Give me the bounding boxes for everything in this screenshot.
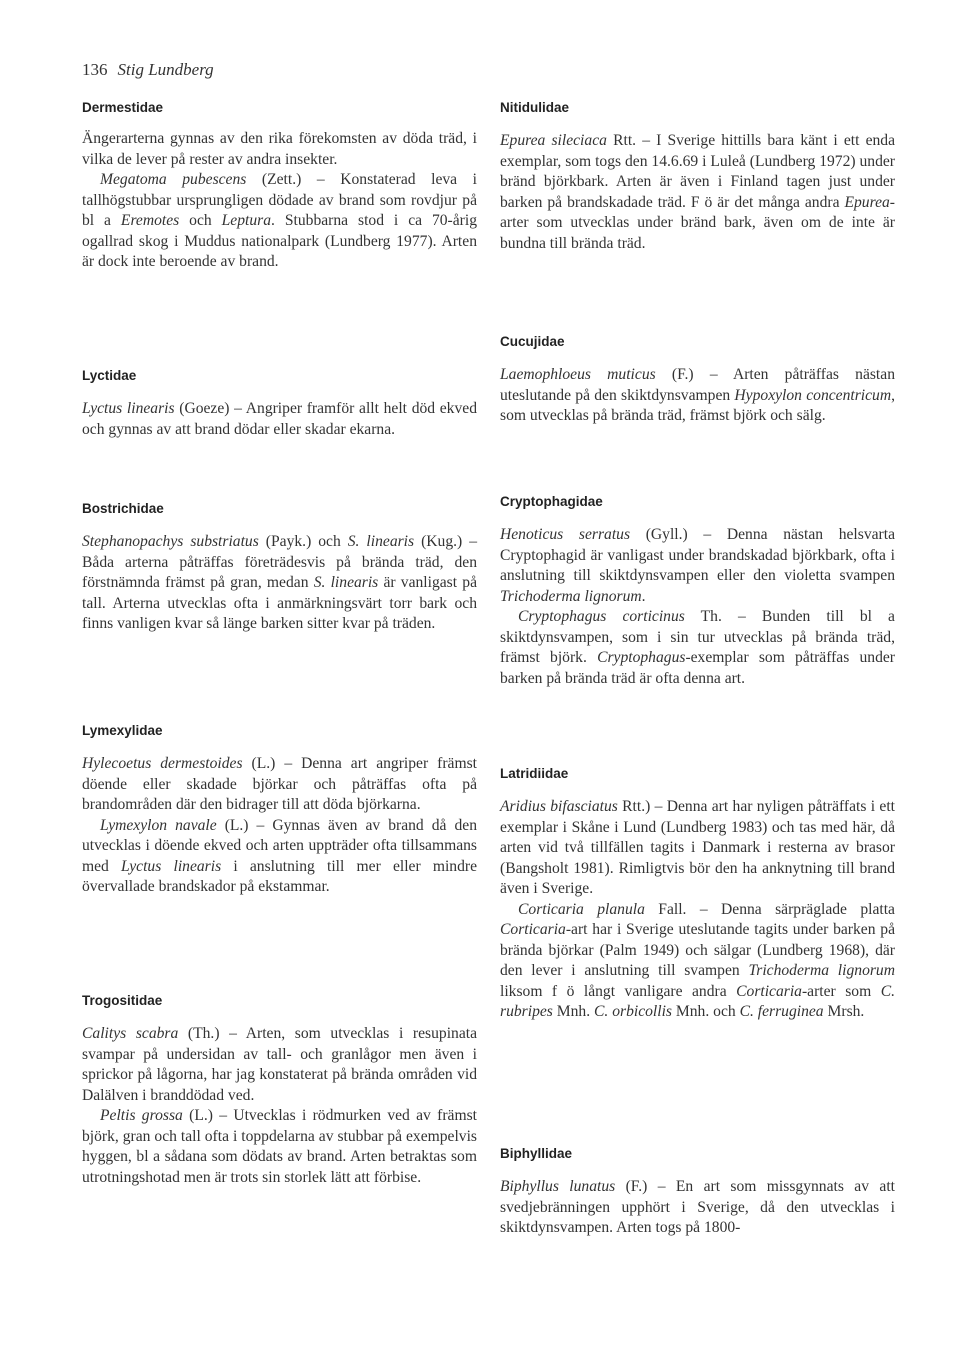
paragraph: Aridius bifasciatus Rtt.) – Denna art har nyligen påträffats i ett exemplar i Skåne i Lund (Lundberg 1983) och tas med här, då arten vid två tillfällen tagits i Danmark i resterna av brasor (Bangsholt 1981). Rimligtvis bör den ha anknytning till brand även i Sverige. (500, 798, 895, 897)
species-name: Laemophloeus muticus (500, 366, 656, 383)
paragraph: Henoticus serratus (Gyll.) – Denna nästan helsvarta Cryptophagid är vanligast under brandskadad björkbark, ofta i anslutning till skiktdynsvampen eller den violetta svampen Trichoderma lignorum. (500, 526, 896, 605)
species-name: S. linearis (313, 574, 379, 591)
species-name: Lyctus linearis (121, 857, 222, 875)
species-name: Hypoxylon concentricum (734, 386, 892, 404)
paragraph: Cryptophagus corticinus Th. – Bunden till bl a skiktdynsvampen, som i sin tur utvecklas på brända träd, främst björk. Cryptophagus-exemplar som påträffas under barken på brända träd är ofta denna art. (500, 608, 895, 687)
section-title: Dermestidae (82, 100, 164, 115)
species-name: Lymexylon navale (100, 816, 217, 834)
paragraph: Ängerarterna gynnas av den rika förekomsten av döda träd, i vilka de lever på rester av andra insekter. (82, 130, 477, 168)
species-name: C. ferruginea (739, 1003, 824, 1020)
section-title: Biphyllidae (500, 1146, 573, 1161)
section-nitidulidae (500, 100, 895, 254)
paragraph: Lymexylon navale (L.) – Gynnas även av brand då den utvecklas i döende ekved och arten uppträder ofta tillsammans med Lyctus linearis i anslutning till mer eller mindre övervallade brandskador på ekstammar. (82, 816, 478, 895)
section-dermestidae (82, 100, 477, 273)
section-bostrichidae (82, 501, 477, 635)
species-name: Corticaria (736, 982, 802, 1000)
species-name: Lyctus linearis (82, 400, 175, 417)
species-name: C. orbicollis (594, 1003, 672, 1020)
paragraph: Lyctus linearis (Goeze) – Angriper framför allt helt död ekved och gynnas av att brand dödar eller skadar ekarna. (82, 400, 477, 438)
species-name: Biphyllus lunatus (500, 1178, 616, 1195)
running-author: Stig Lundberg (117, 60, 214, 79)
paragraph: Megatoma pubescens (Zett.) – Konstaterad leva i tallhögstubbar ursprungligen dödade av brand som rovdjur på bl a Eremotes och Leptura. Stubbarna stod i ca 70-årig ogallrad skog i Muddus nationalpark (Lundberg 1977). Arten är dock inte beroende av brand. (82, 171, 477, 270)
section-title: Cryptophagidae (500, 494, 603, 509)
paragraph: Corticaria planula Fall. – Denna särpräglade platta Corticaria-art har i Sverige uteslutande tagits under barken på brända björkar (Palm 1949) och sälgar (Lundberg 1968), där den lever i anslutning till svampen Trichoderma lignorum liksom f ö långt vanligare andra Corticaria-arter som C. rubripes Mnh. C. orbicollis Mnh. och C. ferruginea Mrsh. (500, 900, 895, 1020)
species-name: Henoticus serratus (500, 526, 631, 543)
section-cryptophagidae (500, 494, 895, 689)
species-name: Trichoderma lignorum (748, 962, 895, 979)
species-name: Corticaria planula (518, 900, 645, 918)
section-lyctidae (82, 368, 477, 440)
paragraph: Hylecoetus dermestoides (L.) – Denna art angriper främst döende eller skadade björkar och påträffas ofta på brandområden där den bidrager till att döda björkarna. (82, 755, 477, 813)
section-lymexylidae (82, 723, 477, 898)
paragraph: Epurea sileciaca Rtt. – I Sverige hittills bara känt i ett enda exemplar, som togs den 14.6.69 i Luleå (Lundberg 1972) under bränd björkbark. Arten är även i Finland tagen just under barken på brandskadade träd. F ö är det många andra Epurea-arter som utvecklas under bränd bark, även om de inte är bundna till brända träd. (500, 132, 896, 252)
section-cucujidae (500, 334, 895, 427)
section-trogositidae (82, 993, 477, 1188)
species-name: Aridius bifasciatus (500, 798, 618, 815)
species-name: Leptura (221, 212, 272, 229)
species-name: Epurea (844, 193, 890, 211)
section-title: Cucujidae (500, 334, 565, 349)
section-latridiidae (500, 766, 895, 1023)
section-title: Trogositidae (82, 993, 163, 1008)
species-name: Cryptophagus corticinus (518, 608, 685, 625)
species-name: S. linearis (347, 533, 415, 550)
page-header (82, 60, 214, 80)
paragraph: Peltis grossa (L.) – Utvecklas i rödmurken ved av främst björk, gran och tall ofta i toppdelarna av stubbar på exempelvis hyggen, bl a sådana som dödats av brand. Arten betraktas som utrotningshotad men är trots sin storlek lätt att förbise. (82, 1107, 477, 1186)
page-number: 136 (82, 60, 108, 79)
species-name: Calitys scabra (82, 1025, 179, 1042)
species-name: C. rubripes (500, 982, 895, 1020)
paragraph: Laemophloeus muticus (F.) – Arten påträffas nästan uteslutande på den skiktdynsvampen Hypoxylon concentricum, som utvecklas på brända träd, främst björk och sälg. (500, 366, 895, 424)
section-title: Latridiidae (500, 766, 569, 781)
section-title: Lyctidae (82, 368, 137, 383)
species-name: Corticaria (500, 921, 566, 938)
species-name: Eremotes (120, 212, 180, 229)
species-name: Stephanopachys substriatus (82, 533, 259, 550)
paragraph: Stephanopachys substriatus (Payk.) och S. linearis (Kug.) – Båda arterna påträffas företrädesvis på brända träd, den förstnämnda främst på gran, medan S. linearis är vanligast på tall. Arterna utvecklas ofta i anmärkningsvärt torr bark och finns vanligen kvar så länge barken sitter kvar på träden. (82, 533, 478, 632)
species-name: Trichoderma lignorum (500, 587, 642, 605)
species-name: Peltis grossa (100, 1107, 183, 1124)
section-title: Nitidulidae (500, 100, 570, 115)
paragraph: Biphyllus lunatus (F.) – En art som missgynnats av att svedjebränningen upphört i Sverige, då den utvecklas i skiktdynsvampen. Arten togs på 1800- (500, 1178, 895, 1236)
species-name: Cryptophagus (597, 649, 686, 666)
paragraph: Calitys scabra (Th.) – Arten, som utvecklas i resupinata svampar på undersidan av tall- och granlågor men även i sprickor på lågorna, har jag konstaterat på brända områden vid Dalälven i branddödad ved. (82, 1025, 477, 1104)
species-name: Hylecoetus dermestoides (82, 755, 243, 772)
section-title: Bostrichidae (82, 501, 164, 516)
section-biphyllidae (500, 1146, 895, 1239)
species-name: Epurea sileciaca (500, 132, 607, 149)
section-title: Lymexylidae (82, 723, 163, 738)
species-name: Megatoma pubescens (100, 171, 247, 188)
